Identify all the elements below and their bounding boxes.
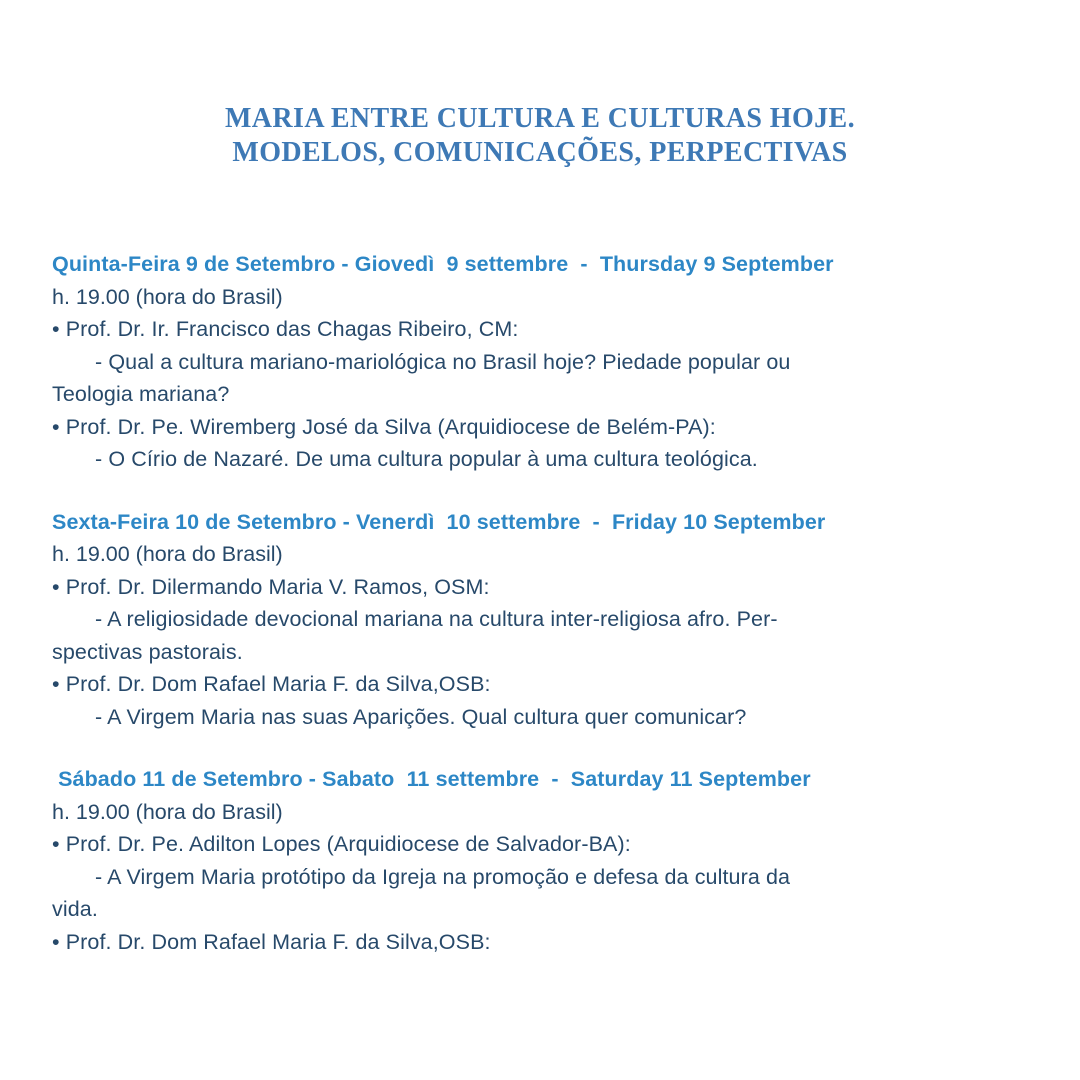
speaker-line: • Prof. Dr. Pe. Wiremberg José da Silva (Arquidiocese de Belém-PA): [52, 414, 716, 439]
speaker-line: • Prof. Dr. Ir. Francisco das Chagas Ribeiro, CM: [52, 317, 519, 341]
speaker-line: • Prof. Dr. Dom Rafael Maria F. da Silva,OSB: [52, 929, 491, 954]
speaker-line: • Prof. Dr. Pe. Adilton Lopes (Arquidiocese de Salvador-BA): [52, 832, 631, 856]
talk-title-continuation-line: Teologia mariana? [52, 382, 230, 406]
day-lines [52, 828, 1040, 958]
day-lines [52, 313, 1040, 476]
talk-title-line: - Qual a cultura mariano-mariológica no Brasil hoje? Piedade popular ou [95, 349, 791, 374]
talk-title-line: - O Círio de Nazaré. De uma cultura popular à uma cultura teológica. [95, 447, 758, 471]
day-section [52, 248, 1040, 476]
talk-title-line: - A Virgem Maria protótipo da Igreja na promoção e defesa da cultura da [95, 864, 791, 889]
talk-title-continuation-line: vida. [52, 897, 98, 921]
page-title [0, 102, 1080, 170]
speaker-line: • Prof. Dr. Dom Rafael Maria F. da Silva,OSB: [52, 672, 491, 696]
day-section [52, 506, 1040, 734]
time-line: h. 19.00 (hora do Brasil) [52, 284, 283, 309]
talk-title-line: - A Virgem Maria nas suas Aparições. Qual cultura quer comunicar? [95, 704, 747, 729]
page-title-line-1: MARIA ENTRE CULTURA E CULTURAS HOJE. [224, 103, 856, 134]
talk-title-continuation-line: spectivas pastorais. [52, 639, 243, 664]
talk-title-line: - A religiosidade devocional mariana na cultura inter-religiosa afro. Per- [95, 607, 778, 631]
day-lines [52, 571, 1040, 734]
time-line: h. 19.00 (hora do Brasil) [52, 799, 283, 824]
schedule [0, 248, 1080, 958]
page-title-line-2: MODELOS, COMUNICAÇÕES, PERPECTIVAS [232, 137, 848, 168]
time-line: h. 19.00 (hora do Brasil) [52, 542, 283, 566]
day-section [52, 763, 1040, 958]
day-header: Quinta-Feira 9 de Setembro - Giovedì 9 settembre - Thursday 9 September [52, 252, 834, 276]
day-header: Sábado 11 de Setembro - Sabato 11 settembre - Saturday 11 September [52, 767, 811, 791]
day-header: Sexta-Feira 10 de Setembro - Venerdì 10 settembre - Friday 10 September [52, 509, 826, 534]
speaker-line: • Prof. Dr. Dilermando Maria V. Ramos, OSM: [52, 574, 490, 599]
